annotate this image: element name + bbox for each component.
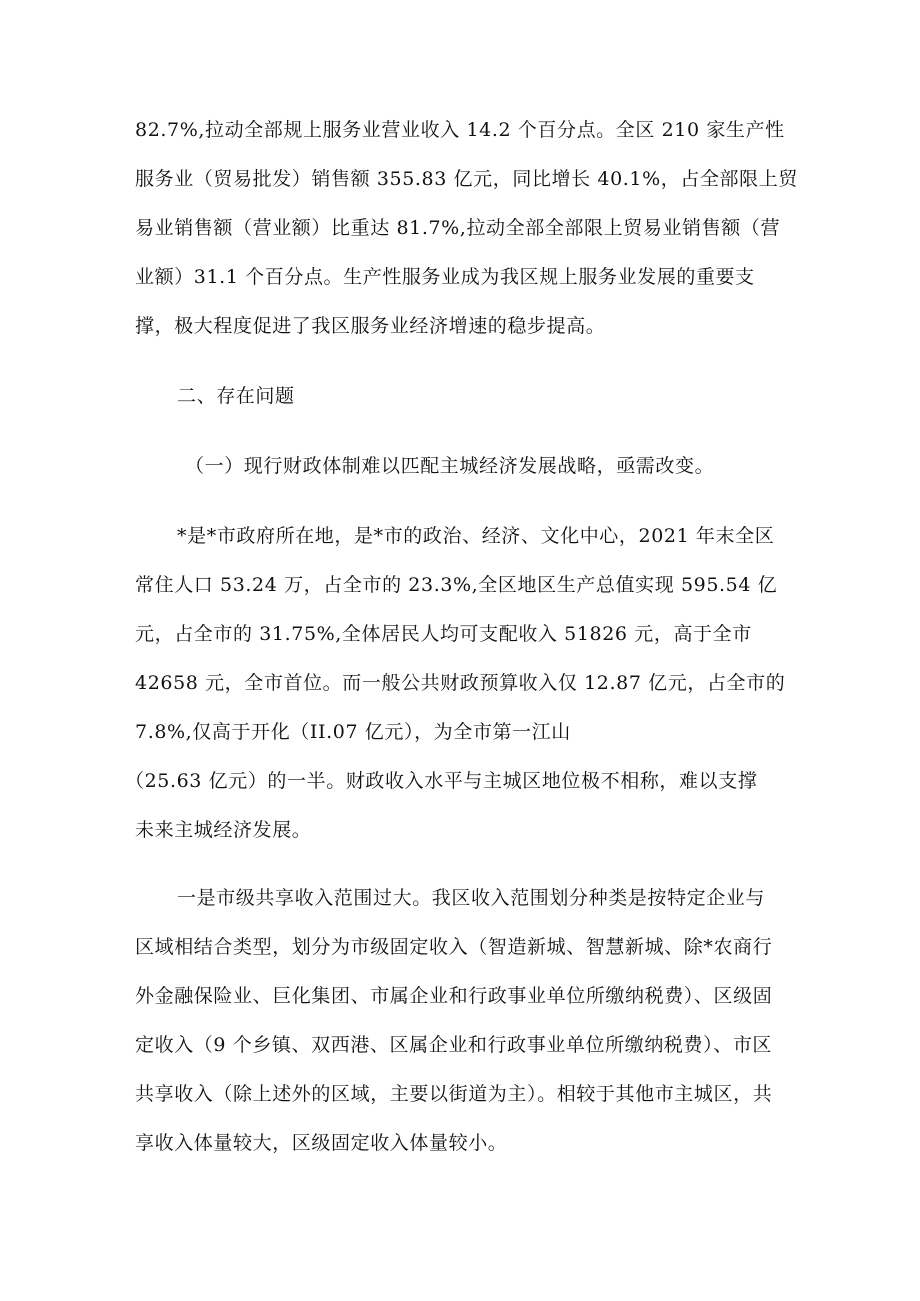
paragraph-3-line-2: 区域相结合类型，划分为市级固定收入（智造新城、智慧新城、除*农商行 <box>135 936 773 958</box>
paragraph-1-line-2: 服务业（贸易批发）销售额 355.83 亿元，同比增长 40.1%，占全部限上贸 <box>135 168 798 190</box>
paragraph-1-line-4: 业额）31.1 个百分点。生产性服务业成为我区规上服务业发展的重要支 <box>135 266 755 288</box>
paragraph-2-line-5: 7.8%,仅高于开化（II.07 亿元），为全市第一江山 <box>135 721 571 743</box>
paragraph-3-line-6: 享收入体量较大，区级固定收入体量较小。 <box>135 1132 508 1154</box>
paragraph-2-line-7: 未来主城经济发展。 <box>135 819 312 841</box>
paragraph-3-line-1: 一是市级共享收入范围过大。我区收入范围划分种类是按特定企业与 <box>177 887 766 909</box>
paragraph-2-line-6: （25.63 亿元）的一半。财政收入水平与主城区地位极不相称，难以支撑 <box>125 770 758 792</box>
section-heading: 二、存在问题 <box>177 385 295 407</box>
paragraph-3-line-5: 共享收入（除上述外的区域，主要以街道为主）。相较于其他市主城区，共 <box>135 1083 773 1105</box>
paragraph-1-line-1: 82.7%,拉动全部规上服务业营业收入 14.2 个百分点。全区 210 家生产性 <box>135 119 785 141</box>
paragraph-2-line-2: 常住人口 53.24 万，占全市的 23.3%,全区地区生产总值实现 595.54 亿 <box>135 574 778 596</box>
paragraph-2-line-1: *是*市政府所在地，是*市的政治、经济、文化中心，2021 年末全区 <box>177 525 775 547</box>
paragraph-1-line-3: 易业销售额（营业额）比重达 81.7%,拉动全部全部限上贸易业销售额（营 <box>135 217 781 239</box>
paragraph-2-line-4: 42658 元，全市首位。而一般公共财政预算收入仅 12.87 亿元，占全市的 <box>135 672 786 694</box>
paragraph-1-line-5: 撑，极大程度促进了我区服务业经济增速的稳步提高。 <box>135 315 606 337</box>
paragraph-2-line-3: 元，占全市的 31.75%,全体居民人均可支配收入 51826 元，高于全市 <box>135 623 752 645</box>
sub-heading: （一）现行财政体制难以匹配主城经济发展战略，亟需改变。 <box>185 455 715 477</box>
paragraph-3-line-4: 定收入（9 个乡镇、双西港、区属企业和行政事业单位所缴纳税费）、市区 <box>135 1034 773 1056</box>
paragraph-3-line-3: 外金融保险业、巨化集团、市属企业和行政事业单位所缴纳税费）、区级固 <box>135 985 773 1007</box>
